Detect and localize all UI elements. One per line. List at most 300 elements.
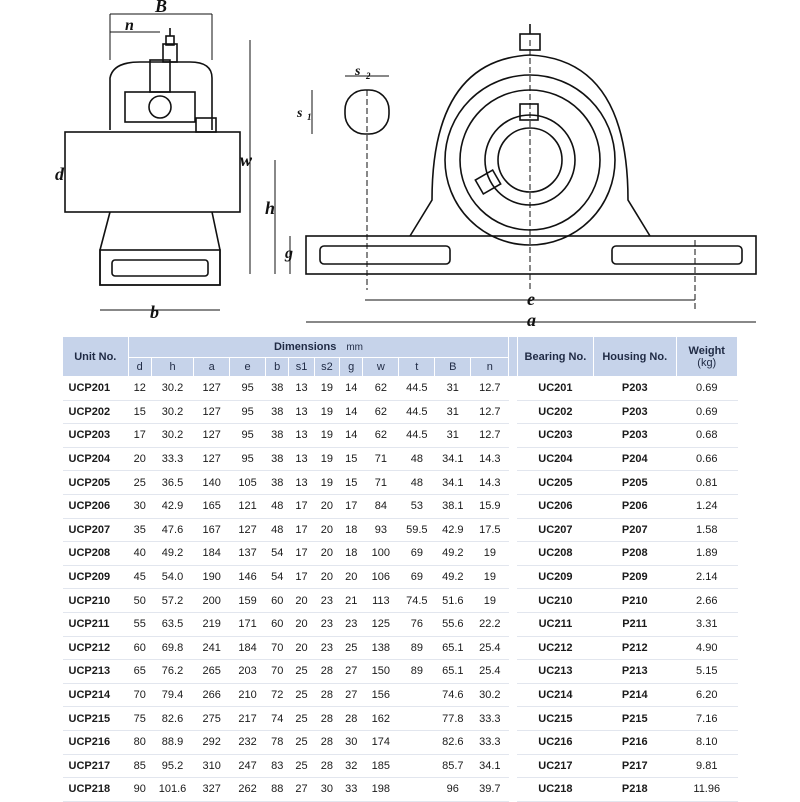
dimension-cell: 96 xyxy=(435,778,471,802)
bearing-no-cell: UC218 xyxy=(517,778,593,802)
table-row xyxy=(63,707,738,731)
dimension-cell: 265 xyxy=(194,660,230,684)
dim-label-B: B xyxy=(155,0,168,16)
bearing-no-cell: UC211 xyxy=(517,612,593,636)
dim-label-s1-sub: 1 xyxy=(307,112,312,122)
dimension-cell: 85 xyxy=(128,754,151,778)
dimension-cell: 25 xyxy=(289,754,314,778)
front-view xyxy=(306,24,756,274)
dimension-cell: 12.7 xyxy=(471,400,509,424)
technical-drawing xyxy=(0,0,800,335)
dimension-cell: 174 xyxy=(363,730,399,754)
dimension-cell: 85.7 xyxy=(435,754,471,778)
housing-no-cell: P210 xyxy=(594,589,677,613)
weight-cell: 5.15 xyxy=(676,660,737,684)
dimension-cell: 27 xyxy=(340,683,363,707)
dimension-cell: 20 xyxy=(314,542,339,566)
dimension-cell: 89 xyxy=(399,660,435,684)
dimension-cell: 100 xyxy=(363,542,399,566)
bearing-no-cell: UC216 xyxy=(517,730,593,754)
dimension-cell: 21 xyxy=(340,589,363,613)
dimension-cell xyxy=(399,683,435,707)
unit-no-cell: UCP211 xyxy=(63,612,129,636)
dimension-cell: 45 xyxy=(128,565,151,589)
dimension-cell: 32 xyxy=(340,754,363,778)
dimension-cell: 63.5 xyxy=(151,612,193,636)
dimension-cell: 292 xyxy=(194,730,230,754)
table-row xyxy=(63,612,738,636)
bearing-no-cell: UC206 xyxy=(517,494,593,518)
weight-cell: 8.10 xyxy=(676,730,737,754)
dimension-cell: 23 xyxy=(314,636,339,660)
unit-no-cell: UCP218 xyxy=(63,778,129,802)
dimension-cell: 38 xyxy=(266,424,289,448)
dim-label-w: w xyxy=(240,150,253,170)
bearing-no-cell: UC215 xyxy=(517,707,593,731)
unit-no-cell: UCP214 xyxy=(63,683,129,707)
dimension-cell: 14.3 xyxy=(471,471,509,495)
header-dim-n: n xyxy=(471,358,509,377)
dimension-cell: 13 xyxy=(289,424,314,448)
dimension-cell: 19 xyxy=(471,542,509,566)
dimension-cell: 30 xyxy=(340,730,363,754)
dimension-cell: 54 xyxy=(266,565,289,589)
housing-no-cell: P203 xyxy=(594,377,677,401)
bearing-no-cell: UC209 xyxy=(517,565,593,589)
dimension-cell: 25 xyxy=(289,660,314,684)
unit-no-cell: UCP215 xyxy=(63,707,129,731)
dimension-cell: 20 xyxy=(289,636,314,660)
unit-no-cell: UCP207 xyxy=(63,518,129,542)
dimension-cell: 95.2 xyxy=(151,754,193,778)
dimension-cell: 127 xyxy=(194,377,230,401)
header-dim-g: g xyxy=(340,358,363,377)
dimension-cell: 14 xyxy=(340,424,363,448)
dimension-cell: 34.1 xyxy=(435,447,471,471)
dimension-cell: 20 xyxy=(289,612,314,636)
header-dim-t: t xyxy=(399,358,435,377)
dimension-cell: 55 xyxy=(128,612,151,636)
dimension-cell: 12.7 xyxy=(471,377,509,401)
dimension-cell: 76.2 xyxy=(151,660,193,684)
dimension-cell: 28 xyxy=(314,730,339,754)
dimension-cell: 17 xyxy=(289,542,314,566)
dimension-cell: 146 xyxy=(230,565,266,589)
dimension-cell: 140 xyxy=(194,471,230,495)
dimension-cell: 23 xyxy=(340,612,363,636)
header-dim-e: e xyxy=(230,358,266,377)
dimension-cell: 65 xyxy=(128,660,151,684)
housing-no-cell: P206 xyxy=(594,494,677,518)
dimension-cell: 95 xyxy=(230,377,266,401)
housing-no-cell: P212 xyxy=(594,636,677,660)
table-row xyxy=(63,683,738,707)
specification-table xyxy=(62,336,738,802)
dimension-cell: 12 xyxy=(128,377,151,401)
table-row xyxy=(63,542,738,566)
dimension-cell: 20 xyxy=(314,565,339,589)
table-row xyxy=(63,730,738,754)
unit-no-cell: UCP210 xyxy=(63,589,129,613)
header-dim-w: w xyxy=(363,358,399,377)
dimension-cell: 74.6 xyxy=(435,683,471,707)
dimension-cell: 28 xyxy=(314,683,339,707)
table-row xyxy=(63,636,738,660)
table-row xyxy=(63,447,738,471)
weight-cell: 0.69 xyxy=(676,377,737,401)
dimension-cell: 95 xyxy=(230,400,266,424)
bearing-no-cell: UC203 xyxy=(517,424,593,448)
dimension-cell: 19 xyxy=(314,400,339,424)
bearing-no-cell: UC213 xyxy=(517,660,593,684)
bearing-no-cell: UC214 xyxy=(517,683,593,707)
table-row xyxy=(63,377,738,401)
dim-label-d: d xyxy=(55,164,64,184)
dimension-cell: 83 xyxy=(266,754,289,778)
dimension-cell: 47.6 xyxy=(151,518,193,542)
dimension-cell: 15 xyxy=(128,400,151,424)
dimension-cell: 90 xyxy=(128,778,151,802)
dimension-cell: 17 xyxy=(289,494,314,518)
dimension-cell: 60 xyxy=(128,636,151,660)
dim-label-s2-sub: 2 xyxy=(366,71,371,81)
bearing-no-cell: UC202 xyxy=(517,400,593,424)
housing-no-cell: P203 xyxy=(594,400,677,424)
dimension-cell: 93 xyxy=(363,518,399,542)
header-dim-d: d xyxy=(128,358,151,377)
unit-no-cell: UCP202 xyxy=(63,400,129,424)
housing-no-cell: P204 xyxy=(594,447,677,471)
dimension-cell: 62 xyxy=(363,377,399,401)
dimension-cell: 33.3 xyxy=(471,707,509,731)
dimension-cell: 19 xyxy=(314,424,339,448)
dimension-cell: 19 xyxy=(314,447,339,471)
dimension-cell: 15 xyxy=(340,471,363,495)
dimension-cell: 165 xyxy=(194,494,230,518)
table-row xyxy=(63,494,738,518)
dimension-cell: 150 xyxy=(363,660,399,684)
dimension-cell: 48 xyxy=(399,447,435,471)
dimension-cell: 38 xyxy=(266,400,289,424)
dimension-cell: 25 xyxy=(340,636,363,660)
dimension-cell: 88 xyxy=(266,778,289,802)
dimension-cell: 28 xyxy=(314,660,339,684)
dimension-cell: 121 xyxy=(230,494,266,518)
table-row xyxy=(63,754,738,778)
dimension-cell: 23 xyxy=(314,612,339,636)
dimension-cell: 125 xyxy=(363,612,399,636)
dimension-cell: 22.2 xyxy=(471,612,509,636)
dimension-cell: 53 xyxy=(399,494,435,518)
header-weight: Weight (kg) xyxy=(676,337,737,377)
dimension-cell: 30.2 xyxy=(151,377,193,401)
dimension-cell: 49.2 xyxy=(435,565,471,589)
dimension-cell: 74 xyxy=(266,707,289,731)
dimension-cell: 105 xyxy=(230,471,266,495)
dimension-cell: 77.8 xyxy=(435,707,471,731)
unit-no-cell: UCP205 xyxy=(63,471,129,495)
dimension-cell: 78 xyxy=(266,730,289,754)
side-view xyxy=(65,28,240,285)
weight-cell: 0.81 xyxy=(676,471,737,495)
dimension-cell: 185 xyxy=(363,754,399,778)
dimension-cell: 15 xyxy=(340,447,363,471)
dimension-cell: 20 xyxy=(314,494,339,518)
dimension-cell: 13 xyxy=(289,400,314,424)
bearing-no-cell: UC210 xyxy=(517,589,593,613)
unit-no-cell: UCP204 xyxy=(63,447,129,471)
weight-cell: 6.20 xyxy=(676,683,737,707)
dim-label-h: h xyxy=(265,198,276,218)
housing-no-cell: P213 xyxy=(594,660,677,684)
header-housing-no: Housing No. xyxy=(594,337,677,377)
housing-no-cell: P214 xyxy=(594,683,677,707)
dimension-cell: 76 xyxy=(399,612,435,636)
dimension-cell: 40 xyxy=(128,542,151,566)
dimension-cell: 54.0 xyxy=(151,565,193,589)
weight-cell: 3.31 xyxy=(676,612,737,636)
dimension-cell: 49.2 xyxy=(151,542,193,566)
dimension-cell: 310 xyxy=(194,754,230,778)
weight-cell: 9.81 xyxy=(676,754,737,778)
housing-no-cell: P207 xyxy=(594,518,677,542)
dimension-cell: 219 xyxy=(194,612,230,636)
dimension-cell: 27 xyxy=(289,778,314,802)
unit-no-cell: UCP217 xyxy=(63,754,129,778)
weight-cell: 0.69 xyxy=(676,400,737,424)
dimension-cell: 49.2 xyxy=(435,542,471,566)
dim-label-b: b xyxy=(150,302,159,322)
dimension-cell: 69 xyxy=(399,542,435,566)
table-row xyxy=(63,778,738,802)
dimension-cell: 232 xyxy=(230,730,266,754)
header-unit-no: Unit No. xyxy=(63,337,129,377)
weight-cell: 0.66 xyxy=(676,447,737,471)
dimension-cell: 27 xyxy=(340,660,363,684)
dimension-cell: 19 xyxy=(314,377,339,401)
bearing-no-cell: UC205 xyxy=(517,471,593,495)
dimension-cell: 70 xyxy=(266,660,289,684)
dimension-cell: 127 xyxy=(230,518,266,542)
dim-label-s1: s xyxy=(297,106,303,121)
dim-label-g: g xyxy=(285,245,293,262)
dim-label-s2: s xyxy=(355,64,361,79)
dimension-cell xyxy=(399,730,435,754)
table-row xyxy=(63,660,738,684)
dimension-cell: 25.4 xyxy=(471,636,509,660)
bearing-no-cell: UC204 xyxy=(517,447,593,471)
dimension-cell: 17 xyxy=(340,494,363,518)
unit-no-cell: UCP212 xyxy=(63,636,129,660)
dimension-cell: 48 xyxy=(266,494,289,518)
dimension-cell: 71 xyxy=(363,471,399,495)
weight-cell: 1.89 xyxy=(676,542,737,566)
dimension-cell: 13 xyxy=(289,471,314,495)
weight-cell: 4.90 xyxy=(676,636,737,660)
dimension-cell: 19 xyxy=(471,589,509,613)
table-row xyxy=(63,589,738,613)
dimension-cell: 20 xyxy=(289,589,314,613)
dimension-cell: 36.5 xyxy=(151,471,193,495)
dimension-cell: 48 xyxy=(399,471,435,495)
unit-no-cell: UCP209 xyxy=(63,565,129,589)
dimension-cell: 35 xyxy=(128,518,151,542)
dimension-cell: 65.1 xyxy=(435,660,471,684)
housing-no-cell: P215 xyxy=(594,707,677,731)
dimension-cell: 159 xyxy=(230,589,266,613)
dimension-cell: 39.7 xyxy=(471,778,509,802)
dimension-cell: 55.6 xyxy=(435,612,471,636)
dimension-cell: 15.9 xyxy=(471,494,509,518)
bearing-no-cell: UC212 xyxy=(517,636,593,660)
weight-cell: 1.24 xyxy=(676,494,737,518)
bearing-no-cell: UC208 xyxy=(517,542,593,566)
dimension-cell: 42.9 xyxy=(151,494,193,518)
table-row xyxy=(63,471,738,495)
unit-no-cell: UCP203 xyxy=(63,424,129,448)
dimension-cell: 210 xyxy=(230,683,266,707)
dimension-cell: 33.3 xyxy=(471,730,509,754)
housing-no-cell: P208 xyxy=(594,542,677,566)
dimension-cell: 75 xyxy=(128,707,151,731)
dimension-cell: 18 xyxy=(340,518,363,542)
dimension-cell: 113 xyxy=(363,589,399,613)
dimension-cell: 156 xyxy=(363,683,399,707)
dimension-cell: 30.2 xyxy=(471,683,509,707)
dimension-cell: 62 xyxy=(363,400,399,424)
header-dimensions: Dimensions mm xyxy=(128,337,509,358)
dimension-cell: 262 xyxy=(230,778,266,802)
dimension-cell: 198 xyxy=(363,778,399,802)
bearing-no-cell: UC201 xyxy=(517,377,593,401)
dimension-cell: 30.2 xyxy=(151,424,193,448)
dimension-cell: 20 xyxy=(128,447,151,471)
bearing-no-cell: UC217 xyxy=(517,754,593,778)
dimension-cell xyxy=(399,778,435,802)
dimension-cell: 12.7 xyxy=(471,424,509,448)
header-dim-s1: s1 xyxy=(289,358,314,377)
housing-no-cell: P211 xyxy=(594,612,677,636)
dimension-cell: 60 xyxy=(266,589,289,613)
dimension-cell: 247 xyxy=(230,754,266,778)
weight-cell: 7.16 xyxy=(676,707,737,731)
dimension-cell: 101.6 xyxy=(151,778,193,802)
dimension-cell: 33.3 xyxy=(151,447,193,471)
dimension-cell: 34.1 xyxy=(471,754,509,778)
dimension-cell: 127 xyxy=(194,400,230,424)
dimension-cell: 95 xyxy=(230,447,266,471)
dimension-cell: 31 xyxy=(435,377,471,401)
unit-no-cell: UCP216 xyxy=(63,730,129,754)
dimension-cell: 19 xyxy=(471,565,509,589)
weight-cell: 11.96 xyxy=(676,778,737,802)
header-dim-b: b xyxy=(266,358,289,377)
dimension-cell: 162 xyxy=(363,707,399,731)
dimension-cell: 34.1 xyxy=(435,471,471,495)
dim-label-n: n xyxy=(125,17,134,34)
dimension-cell: 25 xyxy=(289,730,314,754)
bearing-no-cell: UC207 xyxy=(517,518,593,542)
table-row xyxy=(63,400,738,424)
dimension-cell: 38 xyxy=(266,377,289,401)
dimension-cell: 275 xyxy=(194,707,230,731)
weight-cell: 1.58 xyxy=(676,518,737,542)
dimension-cell: 82.6 xyxy=(151,707,193,731)
dimension-cell: 28 xyxy=(340,707,363,731)
dimension-cell: 17 xyxy=(128,424,151,448)
dimension-cell: 48 xyxy=(266,518,289,542)
dimension-cell: 44.5 xyxy=(399,400,435,424)
dimension-cell: 14 xyxy=(340,377,363,401)
header-dim-s2: s2 xyxy=(314,358,339,377)
dimension-cell: 138 xyxy=(363,636,399,660)
dimension-cell: 84 xyxy=(363,494,399,518)
dimension-cell: 14.3 xyxy=(471,447,509,471)
dimension-cell: 59.5 xyxy=(399,518,435,542)
dimension-cell xyxy=(399,707,435,731)
header-dim-b: B xyxy=(435,358,471,377)
dimension-cell: 60 xyxy=(266,612,289,636)
dimension-cell: 25 xyxy=(128,471,151,495)
dimension-cell: 25.4 xyxy=(471,660,509,684)
dimension-cell: 106 xyxy=(363,565,399,589)
dimension-cell: 54 xyxy=(266,542,289,566)
dimension-cell: 127 xyxy=(194,447,230,471)
dimension-cell: 42.9 xyxy=(435,518,471,542)
dimension-cell: 88.9 xyxy=(151,730,193,754)
dimension-cell: 71 xyxy=(363,447,399,471)
weight-cell: 2.66 xyxy=(676,589,737,613)
dim-label-a: a xyxy=(527,310,536,330)
dimension-cell: 17 xyxy=(289,565,314,589)
dimension-cell: 44.5 xyxy=(399,377,435,401)
dimension-cell: 89 xyxy=(399,636,435,660)
weight-cell: 0.68 xyxy=(676,424,737,448)
dimension-cell: 190 xyxy=(194,565,230,589)
unit-no-cell: UCP208 xyxy=(63,542,129,566)
dimension-cell: 70 xyxy=(128,683,151,707)
dimension-cell: 57.2 xyxy=(151,589,193,613)
dimension-cell xyxy=(399,754,435,778)
table-row xyxy=(63,565,738,589)
table-row xyxy=(63,518,738,542)
dimension-cell: 167 xyxy=(194,518,230,542)
dimension-cell: 74.5 xyxy=(399,589,435,613)
dimension-cell: 62 xyxy=(363,424,399,448)
dimension-cell: 25 xyxy=(289,683,314,707)
dimension-cell: 20 xyxy=(314,518,339,542)
dimension-cell: 69 xyxy=(399,565,435,589)
housing-no-cell: P209 xyxy=(594,565,677,589)
dimension-cell: 184 xyxy=(194,542,230,566)
dimension-cell: 50 xyxy=(128,589,151,613)
unit-no-cell: UCP201 xyxy=(63,377,129,401)
dimension-cell: 65.1 xyxy=(435,636,471,660)
dimension-cell: 184 xyxy=(230,636,266,660)
unit-no-cell: UCP206 xyxy=(63,494,129,518)
dimension-cell: 327 xyxy=(194,778,230,802)
housing-no-cell: P216 xyxy=(594,730,677,754)
housing-no-cell: P203 xyxy=(594,424,677,448)
dimension-cell: 38 xyxy=(266,471,289,495)
weight-cell: 2.14 xyxy=(676,565,737,589)
dimension-cell: 17 xyxy=(289,518,314,542)
dimension-cell: 51.6 xyxy=(435,589,471,613)
dimension-cell: 72 xyxy=(266,683,289,707)
dimension-cell: 28 xyxy=(314,754,339,778)
dimension-cell: 44.5 xyxy=(399,424,435,448)
housing-no-cell: P218 xyxy=(594,778,677,802)
